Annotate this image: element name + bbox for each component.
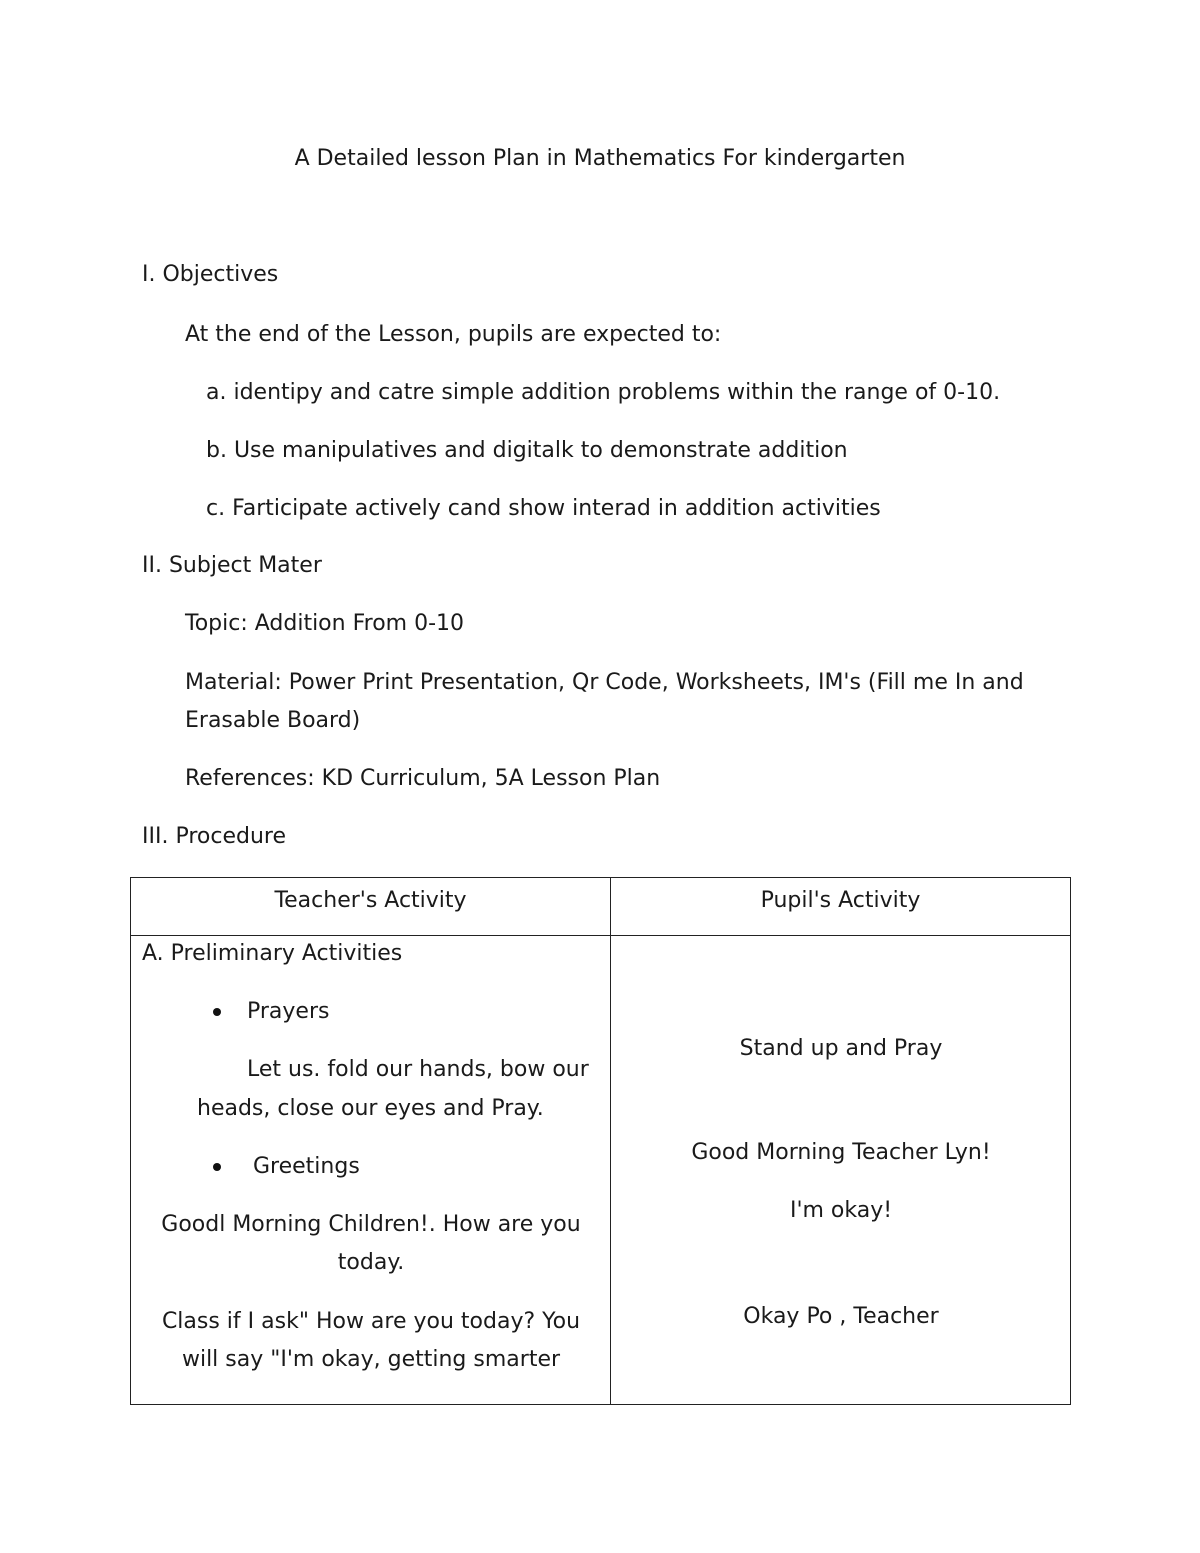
- objective-item-a: a. identipy and catre simple addition problems within the range of 0-10.: [206, 380, 1001, 405]
- table-row: [131, 936, 1071, 1405]
- pupil-response-okay: I'm okay!: [789, 1198, 893, 1223]
- preliminary-activities-label: A. Preliminary Activities: [142, 941, 403, 966]
- teacher-activity-header-cell: [131, 878, 611, 936]
- class-instruction-line-2: will say "I'm okay, getting smarter: [181, 1347, 561, 1372]
- material-line-1: Material: Power Print Presentation, Qr Code, Worksheets, IM's (Fill me In and: [185, 670, 1024, 695]
- objective-item-b: b. Use manipulatives and digitalk to demonstrate addition: [206, 438, 848, 463]
- bullet-icon: [213, 1163, 221, 1171]
- pupil-response-greeting: Good Morning Teacher Lyn!: [691, 1140, 991, 1165]
- subject-matter-heading: II. Subject Mater: [142, 553, 322, 578]
- pupil-response-okay-po: Okay Po , Teacher: [743, 1304, 939, 1329]
- page-title: A Detailed lesson Plan in Mathematics For kindergarten: [294, 146, 906, 171]
- teacher-activity-cell: [131, 936, 611, 1405]
- prayer-instruction-line-1: Let us. fold our hands, bow our: [247, 1057, 589, 1082]
- greetings-label: Greetings: [253, 1154, 360, 1179]
- pupil-response-pray: Stand up and Pray: [739, 1036, 943, 1061]
- greeting-line-2: today.: [337, 1250, 405, 1275]
- greeting-line-1: Goodl Morning Children!. How are you: [161, 1212, 581, 1237]
- objectives-heading: I. Objectives: [142, 262, 279, 287]
- procedure-table: [130, 877, 1071, 1405]
- pupil-activity-header-cell: [611, 878, 1071, 936]
- prayer-instruction-line-2: heads, close our eyes and Pray.: [197, 1096, 544, 1121]
- objective-item-c: c. Farticipate actively cand show interad in addition activities: [206, 496, 881, 521]
- bullet-icon: [213, 1008, 221, 1016]
- objectives-intro: At the end of the Lesson, pupils are expected to:: [185, 322, 722, 347]
- teacher-activity-header: Teacher's Activity: [274, 888, 467, 913]
- material-line-2: Erasable Board): [185, 708, 361, 733]
- topic-line: Topic: Addition From 0-10: [185, 611, 465, 636]
- prayers-label: Prayers: [247, 999, 330, 1024]
- class-instruction-line-1: Class if I ask" How are you today? You: [161, 1309, 581, 1334]
- references-line: References: KD Curriculum, 5A Lesson Plan: [185, 766, 661, 791]
- procedure-heading: III. Procedure: [142, 824, 286, 849]
- pupil-activity-header: Pupil's Activity: [760, 888, 921, 913]
- table-header-row: [131, 878, 1071, 936]
- pupil-activity-cell: [611, 936, 1071, 1405]
